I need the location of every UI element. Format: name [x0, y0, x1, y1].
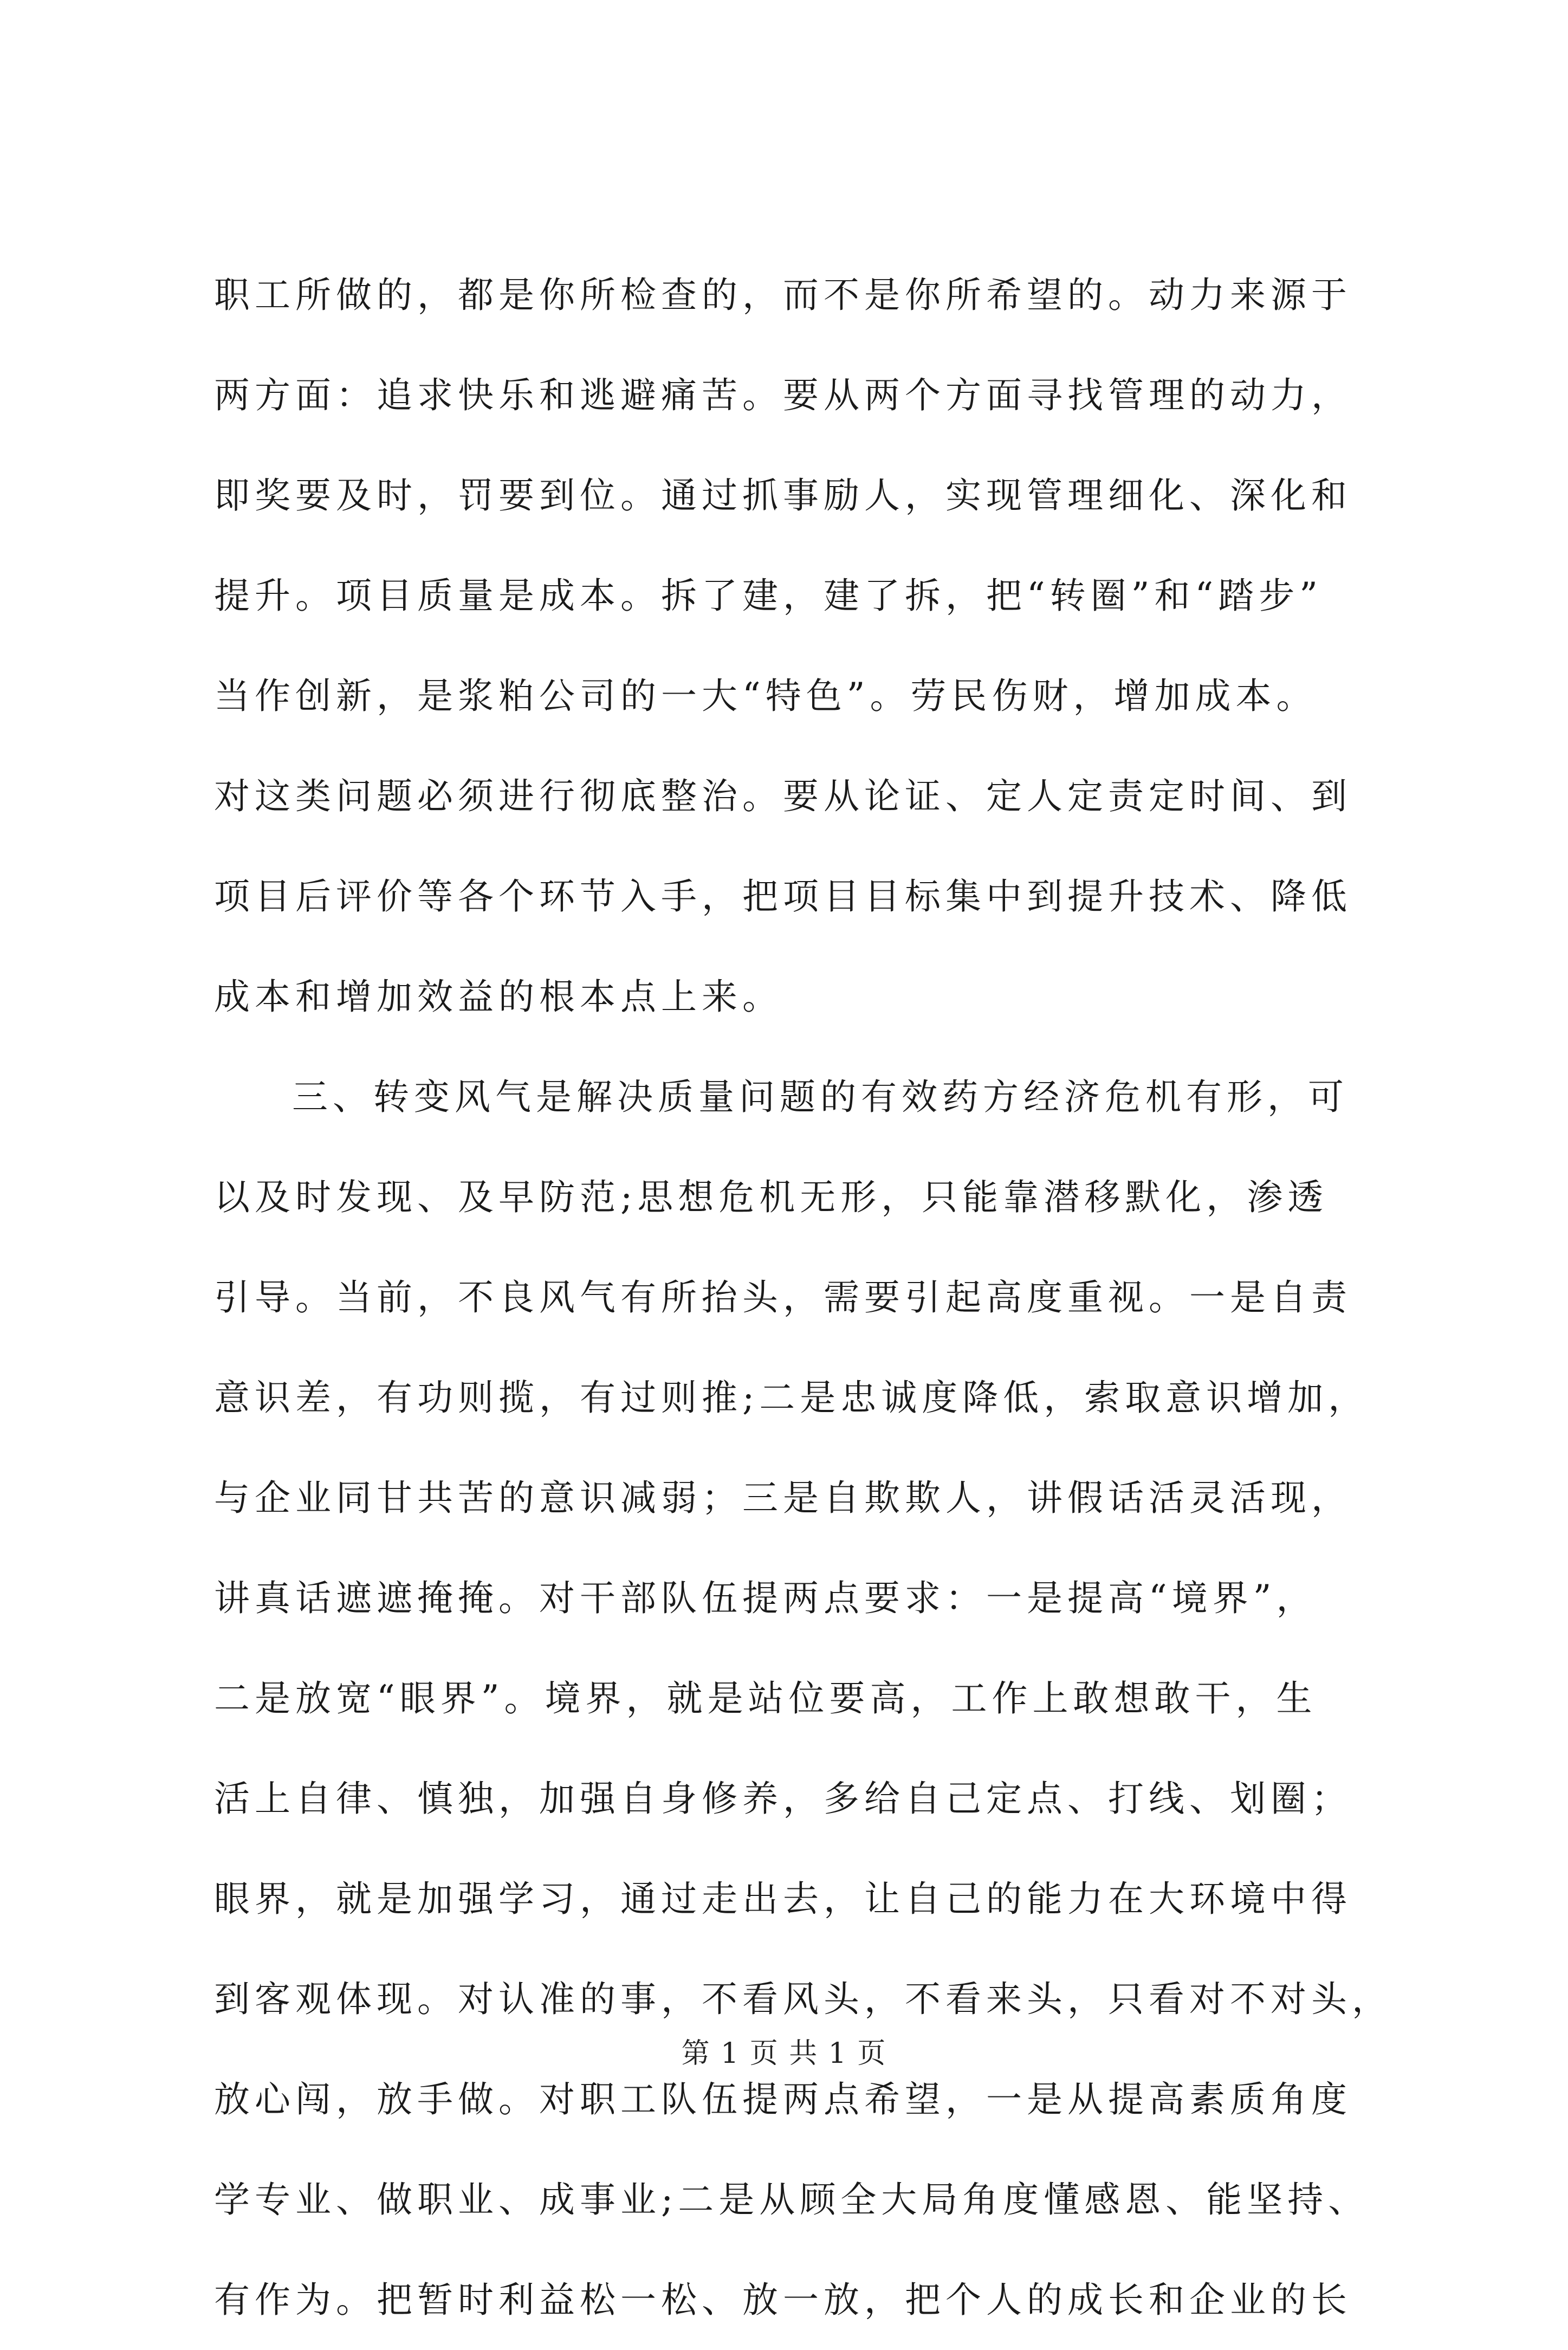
text-line: 对这类问题必须进行彻底整治。要从论证、定人定责定时间、到	[214, 775, 1352, 817]
text-line: 二是放宽“眼界”。境界，就是站位要高，工作上敢想敢干，生	[214, 1678, 1317, 1719]
text-line: 提升。项目质量是成本。拆了建，建了拆，把“转圈”和“踏步”	[214, 575, 1323, 617]
text-line: 活上自律、慎独，加强自身修养，多给自己定点、打线、划圈；	[214, 1778, 1352, 1820]
text-line: 学专业、做职业、成事业;二是从顾全大局角度懂感恩、能坚持、	[214, 2179, 1369, 2220]
text-line: 有作为。把暂时利益松一松、放一放，把个人的成长和企业的长	[214, 2279, 1352, 2321]
text-line: 引导。当前，不良风气有所抬头，需要引起高度重视。一是自责	[214, 1277, 1352, 1318]
text-line: 放心闯，放手做。对职工队伍提两点希望，一是从提高素质角度	[214, 2079, 1352, 2120]
text-line: 职工所做的，都是你所检查的，而不是你所希望的。动力来源于	[214, 274, 1352, 316]
text-line: 三、转变风气是解决质量问题的有效药方经济危机有形，可	[292, 1076, 1349, 1118]
text-line: 即奖要及时，罚要到位。通过抓事励人，实现管理细化、深化和	[214, 475, 1352, 516]
text-line: 眼界，就是加强学习，通过走出去，让自己的能力在大环境中得	[214, 1878, 1352, 1920]
paragraph	[214, 1047, 1392, 2350]
paragraph	[214, 245, 1373, 1047]
text-line: 意识差，有功则揽，有过则推;二是忠诚度降低，索取意识增加，	[214, 1377, 1369, 1419]
page-footer: 第 1 页 共 1 页	[681, 2037, 887, 2070]
text-line: 讲真话遮遮掩掩。对干部队伍提两点要求：一是提高“境界”，	[214, 1577, 1317, 1619]
text-line: 两方面：追求快乐和逃避痛苦。要从两个方面寻找管理的动力，	[214, 374, 1352, 416]
text-line: 以及时发现、及早防范;思想危机无形，只能靠潜移默化，渗透	[214, 1176, 1329, 1218]
text-line: 当作创新，是浆粕公司的一大“特色”。劳民伤财，增加成本。	[214, 675, 1317, 717]
text-line: 成本和增加效益的根本点上来。	[214, 976, 783, 1018]
text-line: 到客观体现。对认准的事，不看风头，不看来头，只看对不对头，	[214, 1978, 1392, 2020]
text-line: 项目后评价等各个环节入手，把项目目标集中到提升技术、降低	[214, 876, 1352, 917]
text-line: 与企业同甘共苦的意识减弱；三是自欺欺人，讲假话活灵活现，	[214, 1477, 1352, 1519]
